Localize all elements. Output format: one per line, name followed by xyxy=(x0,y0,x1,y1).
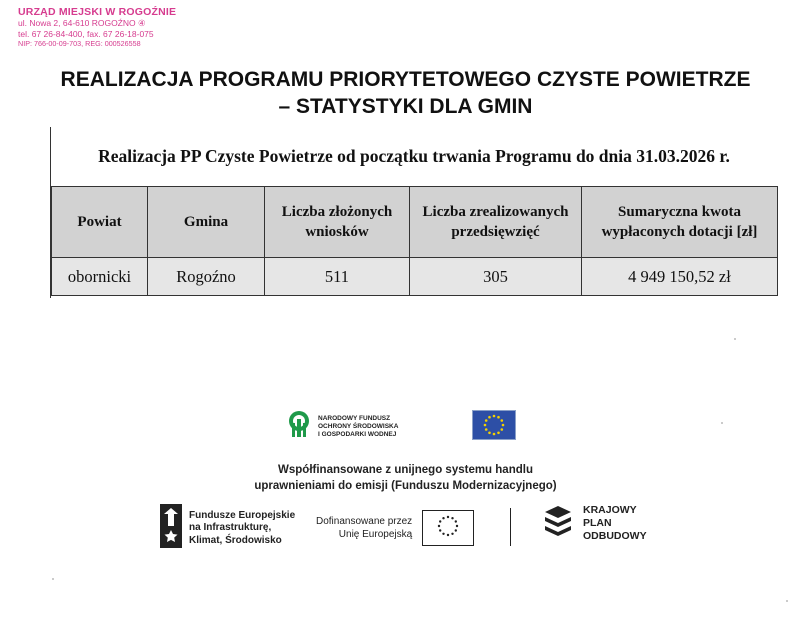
table-cell: obornicki xyxy=(52,258,148,296)
table-header-row xyxy=(52,187,778,258)
fe-line: Fundusze Europejskie xyxy=(189,509,296,521)
document-heading xyxy=(0,66,811,120)
kpo-line: PLAN xyxy=(583,517,612,529)
kpo-logo xyxy=(543,504,647,543)
kpo-line: KRAJOWY xyxy=(583,504,637,516)
column-header: Liczba złożonych wniosków xyxy=(265,187,410,258)
scan-speck xyxy=(721,422,723,424)
ue-logo xyxy=(316,510,474,546)
nfos-line: OCHRONY ŚRODOWISKA xyxy=(318,422,399,430)
eu-flag-icon xyxy=(422,510,474,546)
table-cell: Rogoźno xyxy=(148,258,265,296)
table-cell: 305 xyxy=(410,258,582,296)
nfos-line: I GOSPODARKI WODNEJ xyxy=(318,430,397,438)
nfos-tree-icon xyxy=(286,410,312,443)
stamp-title: URZĄD MIEJSKI W ROGOŹNIE xyxy=(18,6,177,18)
fe-logo xyxy=(160,504,295,553)
eu-flag-icon xyxy=(472,410,516,440)
fe-line: na Infrastrukturę, xyxy=(189,522,272,534)
fe-line: Klimat, Środowisko xyxy=(189,534,282,546)
fe-name xyxy=(189,510,295,548)
scan-speck xyxy=(52,578,54,580)
table-cell: 511 xyxy=(265,258,410,296)
scan-speck xyxy=(786,600,788,602)
funding-logos xyxy=(0,500,811,560)
table-cell: 4 949 150,52 zł xyxy=(582,258,778,296)
nfos-line: NARODOWY FUNDUSZ xyxy=(318,414,391,422)
ue-label xyxy=(316,515,412,541)
ue-line: Unię Europejską xyxy=(338,529,413,540)
kpo-stack-icon xyxy=(543,504,573,543)
statistics-report xyxy=(50,127,777,298)
column-header: Gmina xyxy=(148,187,265,258)
nfos-logo xyxy=(286,410,408,443)
cofinancing-line: uprawnieniami do emisji (Funduszu Modernizacyjnego) xyxy=(254,480,557,492)
scan-speck xyxy=(734,338,736,340)
ue-line: Dofinansowane przez xyxy=(316,516,413,527)
nfos-name xyxy=(318,415,408,439)
table-row xyxy=(52,258,778,296)
stamp-address: ul. Nowa 2, 64-610 ROGOŹNO ④ xyxy=(18,18,146,28)
heading-line-1: REALIZACJA PROGRAMU PRIORYTETOWEGO CZYSTE POWIETRZE xyxy=(60,68,751,91)
report-caption: Realizacja PP Czyste Powietrze od początku trwania Programu do dnia 31.03.2026 r. xyxy=(98,146,730,166)
cofinancing-statement xyxy=(0,462,811,494)
office-stamp xyxy=(18,6,196,50)
cofinancing-line: Współfinansowane z unijnego systemu handlu xyxy=(278,464,533,476)
stamp-ids: NIP: 766-00-09-703, REG: 000526558 xyxy=(18,39,141,48)
heading-line-2: – STATYSTYKI DLA GMIN xyxy=(278,95,533,118)
statistics-table xyxy=(51,186,778,296)
stamp-phone: tel. 67 26-84-400, fax. 67 26-18-075 xyxy=(18,28,154,39)
column-header: Sumaryczna kwota wypłaconych dotacji [zł] xyxy=(582,187,778,258)
fe-star-icon xyxy=(160,504,182,553)
column-header: Powiat xyxy=(52,187,148,258)
kpo-line: ODBUDOWY xyxy=(583,530,647,542)
column-header: Liczba zrealizowanych przedsięwzięć xyxy=(410,187,582,258)
logo-divider xyxy=(510,508,511,546)
kpo-name xyxy=(583,504,647,543)
